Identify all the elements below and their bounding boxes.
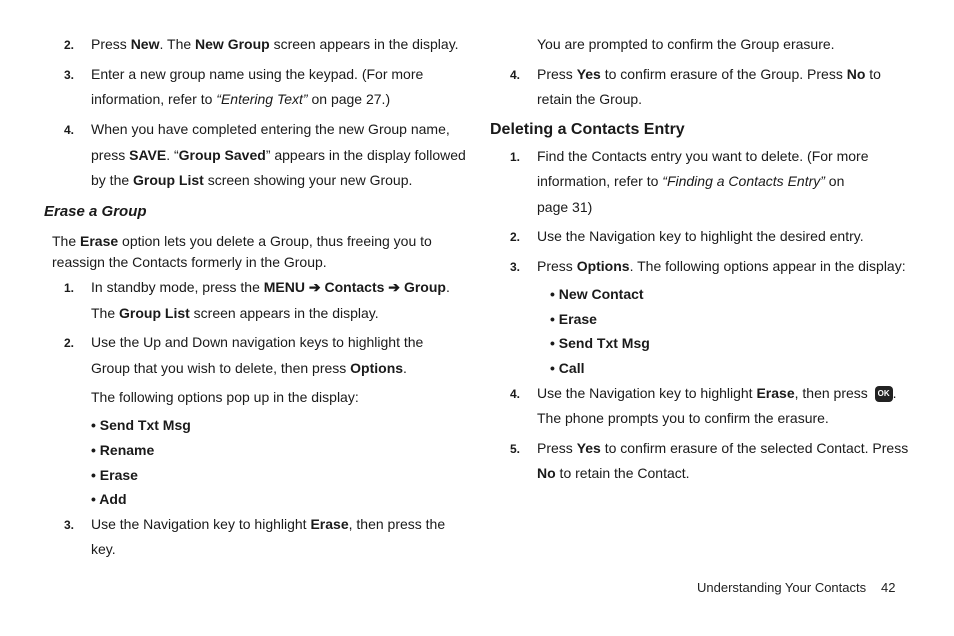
- page-number: 42: [881, 580, 896, 595]
- list-item: • Erase: [91, 467, 138, 483]
- step-number: 3.: [64, 68, 75, 82]
- paragraph-text: You are prompted to confirm the Group erasure.: [537, 36, 835, 52]
- step-text: No to retain the Contact.: [537, 465, 690, 481]
- step-text: Use the Up and Down navigation keys to highlight the: [91, 334, 424, 350]
- step-text: Press Options. The following options appear in the display:: [537, 258, 906, 274]
- step-text: Group that you wish to delete, then press Options.: [91, 360, 407, 376]
- step-text: Find the Contacts entry you want to delete. (For more: [537, 148, 869, 164]
- step-text: When you have completed entering the new Group name,: [91, 121, 450, 137]
- step-number: 4.: [510, 68, 521, 82]
- step-text: retain the Group.: [537, 91, 643, 107]
- section-heading: Erase a Group: [44, 203, 147, 220]
- step-text: Enter a new group name using the keypad. (For more: [91, 66, 424, 82]
- step-text: press SAVE. “Group Saved” appears in the display followed: [91, 147, 466, 163]
- list-item: • Rename: [91, 442, 155, 458]
- step-text: by the Group List screen showing your new Group.: [91, 172, 413, 188]
- step-text: Press New. The New Group screen appears in the display.: [91, 36, 459, 52]
- step-text: Press Yes to confirm erasure of the selected Contact. Press: [537, 440, 909, 456]
- step-text: Use the Navigation key to highlight the desired entry.: [537, 228, 864, 244]
- ok-key-icon: OK: [875, 386, 893, 402]
- step-number: 2.: [64, 336, 75, 350]
- list-item: • New Contact: [550, 286, 644, 302]
- step-text: key.: [91, 541, 116, 557]
- step-text: In standby mode, press the MENU ➔ Contacts ➔ Group.: [91, 279, 450, 295]
- step-number: 2.: [64, 38, 75, 52]
- step-text: Use the Navigation key to highlight Erase, then press the: [91, 516, 446, 532]
- list-item: • Erase: [550, 311, 597, 327]
- step-text: Use the Navigation key to highlight Erase, then press OK .: [537, 385, 897, 401]
- step-number: 3.: [510, 260, 521, 274]
- step-text: information, refer to “Finding a Contacts Entry” on: [537, 173, 845, 189]
- step-text: The phone prompts you to confirm the erasure.: [537, 410, 829, 426]
- list-item: • Send Txt Msg: [91, 417, 191, 433]
- step-number: 5.: [510, 442, 521, 456]
- paragraph-text: reassign the Contacts formerly in the Group.: [52, 254, 327, 270]
- cross-reference: “Entering Text”: [216, 91, 308, 107]
- step-number: 2.: [510, 230, 521, 244]
- step-text: information, refer to “Entering Text” on page 27.): [91, 91, 391, 107]
- list-item: • Call: [550, 360, 585, 376]
- step-number: 4.: [510, 387, 521, 401]
- step-text: Press Yes to confirm erasure of the Group. Press No to: [537, 66, 881, 82]
- list-item: • Add: [91, 491, 127, 507]
- step-number: 4.: [64, 123, 75, 137]
- footer-section-title: Understanding Your Contacts: [697, 580, 867, 595]
- step-text: page 31): [537, 199, 593, 215]
- paragraph-text: The Erase option lets you delete a Group, thus freeing you to: [52, 233, 432, 249]
- step-number: 1.: [64, 281, 75, 295]
- step-number: 3.: [64, 518, 75, 532]
- section-heading: Deleting a Contacts Entry: [490, 121, 685, 138]
- step-text: The Group List screen appears in the display.: [91, 305, 379, 321]
- step-number: 1.: [510, 150, 521, 164]
- list-item: • Send Txt Msg: [550, 335, 650, 351]
- cross-reference: “Finding a Contacts Entry”: [662, 173, 825, 189]
- step-text: The following options pop up in the display:: [91, 389, 359, 405]
